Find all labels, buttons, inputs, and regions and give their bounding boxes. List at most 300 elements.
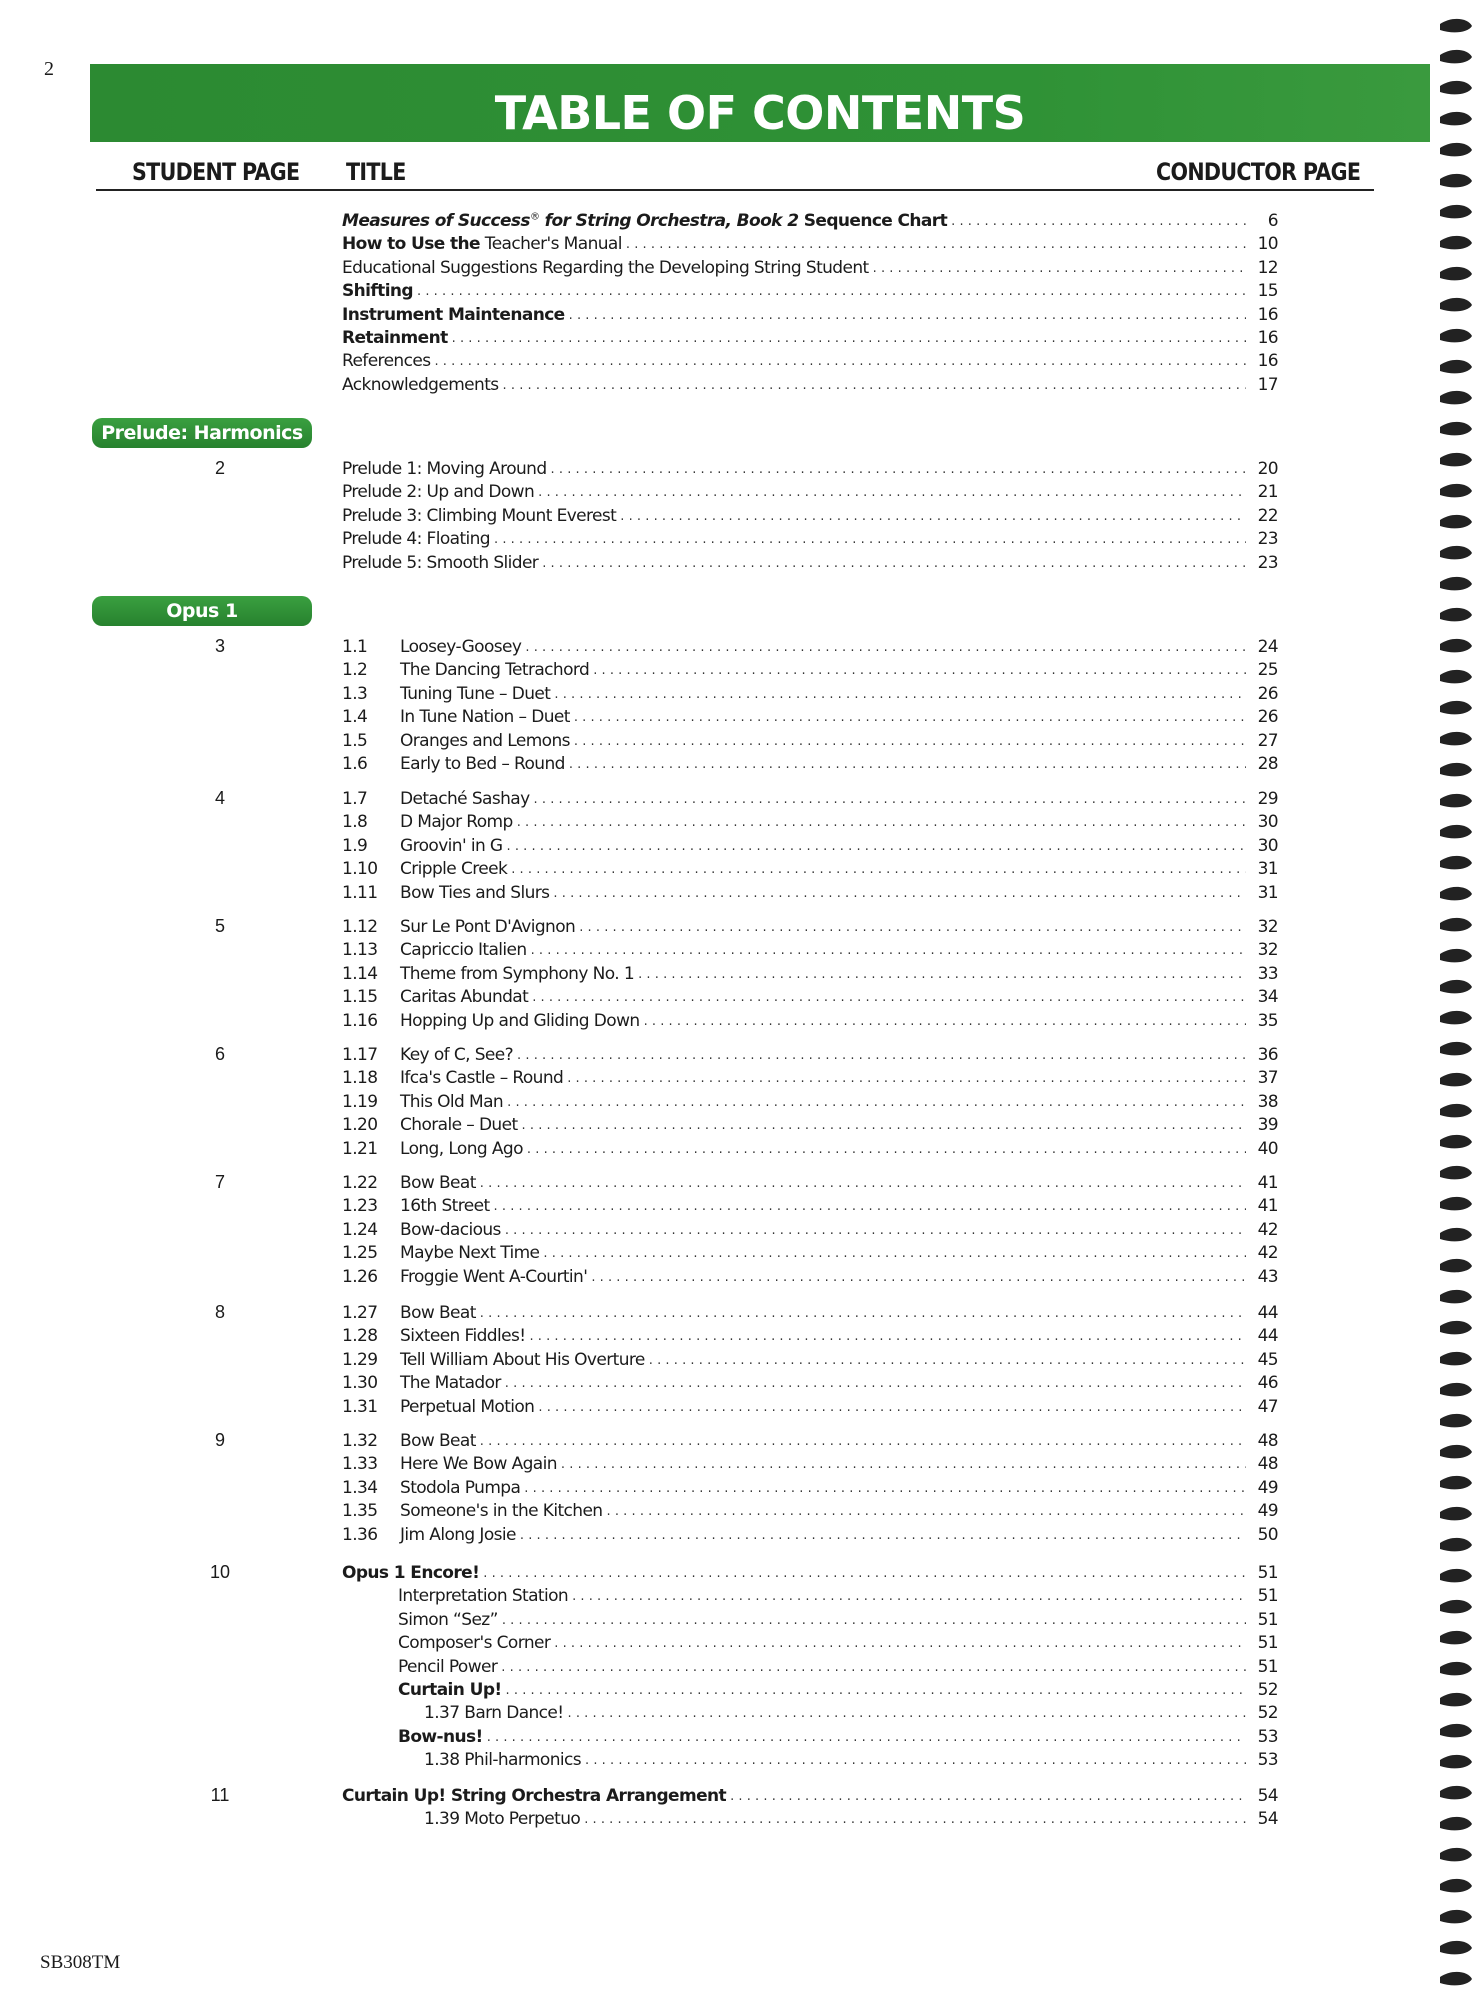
spiral-loop bbox=[1440, 19, 1472, 32]
dot-leader bbox=[507, 840, 1246, 853]
conductor-page-number: 51 bbox=[1257, 1563, 1278, 1583]
toc-entry[interactable] bbox=[342, 255, 1278, 278]
entry-number: 1.11 bbox=[342, 882, 378, 903]
entry-number: 1.2 bbox=[342, 660, 368, 681]
toc-entry[interactable] bbox=[342, 302, 1278, 325]
entry-number: 1.8 bbox=[342, 812, 368, 833]
dot-leader bbox=[638, 968, 1246, 981]
conductor-page-number: 41 bbox=[1257, 1173, 1278, 1193]
spiral-loop bbox=[1440, 422, 1472, 435]
dot-leader bbox=[501, 1661, 1246, 1674]
entry-title-part: References bbox=[342, 351, 431, 372]
conductor-page-number: 36 bbox=[1257, 1045, 1278, 1065]
spiral-loop bbox=[1440, 298, 1472, 311]
dot-leader bbox=[568, 1707, 1246, 1720]
entry-number: 1.26 bbox=[342, 1266, 378, 1287]
entry-title bbox=[342, 281, 413, 301]
spiral-loop bbox=[1440, 81, 1472, 94]
spiral-loop bbox=[1440, 50, 1472, 63]
entry-number: 1.21 bbox=[342, 1138, 378, 1159]
toc-entry[interactable] bbox=[398, 1583, 1278, 1606]
entry-title: Chorale – Duet bbox=[400, 1115, 518, 1136]
spiral-loop bbox=[1440, 918, 1472, 931]
toc-entry[interactable] bbox=[342, 751, 1278, 774]
toc-entry[interactable] bbox=[342, 1112, 1278, 1135]
entry-title: Capriccio Italien bbox=[400, 940, 527, 961]
entry-title-part: Educational Suggestions Regarding the Developing String Student bbox=[342, 257, 869, 278]
entry-number: 1.10 bbox=[342, 859, 378, 880]
entry-number: 1.18 bbox=[342, 1068, 378, 1089]
entry-title bbox=[342, 234, 622, 254]
conductor-page-number: 20 bbox=[1257, 459, 1278, 479]
toc-entry[interactable] bbox=[424, 1700, 1278, 1723]
dot-leader bbox=[434, 355, 1246, 368]
toc-entry[interactable] bbox=[342, 1498, 1278, 1521]
student-page-number: 7 bbox=[214, 1172, 225, 1192]
dot-leader bbox=[554, 688, 1246, 701]
dot-leader bbox=[480, 1307, 1246, 1320]
toc-entry[interactable] bbox=[342, 372, 1278, 395]
entry-number: 1.9 bbox=[342, 835, 368, 856]
page-number: 2 bbox=[44, 58, 54, 80]
toc-entry[interactable] bbox=[342, 634, 1278, 657]
spiral-loop bbox=[1440, 1166, 1472, 1179]
dot-leader bbox=[593, 664, 1246, 677]
toc-entry[interactable] bbox=[424, 1806, 1278, 1829]
student-page-header: STUDENT PAGE bbox=[132, 158, 300, 186]
entry-title: Froggie Went A-Courtin' bbox=[400, 1266, 588, 1287]
conductor-page-number: 51 bbox=[1257, 1586, 1278, 1607]
conductor-page-number: 26 bbox=[1257, 707, 1278, 728]
entry-title: Bow-dacious bbox=[400, 1219, 501, 1240]
entry-number: 1.29 bbox=[342, 1349, 378, 1370]
spiral-loop bbox=[1440, 484, 1472, 497]
entry-title: 1.39 Moto Perpetuo bbox=[424, 1809, 581, 1830]
entry-title: Someone's in the Kitchen bbox=[400, 1501, 603, 1522]
spiral-loop bbox=[1440, 453, 1472, 466]
toc-entry[interactable] bbox=[342, 1522, 1278, 1545]
dot-leader bbox=[506, 1684, 1246, 1697]
conductor-page-number: 49 bbox=[1257, 1477, 1278, 1498]
page-title: TABLE OF CONTENTS bbox=[494, 86, 1026, 140]
entry-number: 1.15 bbox=[342, 987, 378, 1008]
entry-title: The Dancing Tetrachord bbox=[400, 660, 590, 681]
toc-entry[interactable] bbox=[342, 961, 1278, 984]
spiral-loop bbox=[1440, 608, 1472, 621]
conductor-page-number: 10 bbox=[1257, 234, 1278, 255]
conductor-page-number: 45 bbox=[1257, 1349, 1278, 1370]
toc-entry[interactable] bbox=[342, 1300, 1278, 1323]
conductor-page-number: 23 bbox=[1257, 529, 1278, 550]
spiral-loop bbox=[1440, 1972, 1472, 1985]
spiral-loop bbox=[1440, 1073, 1472, 1086]
conductor-page-number: 44 bbox=[1257, 1303, 1278, 1323]
dot-leader bbox=[532, 991, 1246, 1004]
student-page-number: 11 bbox=[210, 1785, 230, 1805]
toc-entry[interactable] bbox=[342, 1347, 1278, 1370]
dot-leader bbox=[538, 486, 1246, 499]
entry-title bbox=[342, 328, 448, 348]
entry-title: Prelude 2: Up and Down bbox=[342, 482, 535, 503]
entry-title: 1.37 Barn Dance! bbox=[424, 1703, 564, 1724]
toc-entry[interactable] bbox=[342, 1783, 1278, 1806]
entry-title: Bow-nus! bbox=[398, 1726, 483, 1747]
entry-title: Cripple Creek bbox=[400, 859, 508, 880]
student-page-number: 4 bbox=[214, 788, 225, 808]
entry-number: 1.13 bbox=[342, 940, 378, 961]
dot-leader bbox=[554, 1637, 1246, 1650]
conductor-page-number: 41 bbox=[1257, 1196, 1278, 1217]
dot-leader bbox=[579, 921, 1246, 934]
toc-entry[interactable] bbox=[342, 728, 1278, 751]
spiral-loop bbox=[1440, 1693, 1472, 1706]
entry-number: 1.19 bbox=[342, 1091, 378, 1112]
conductor-page-number: 42 bbox=[1257, 1219, 1278, 1240]
toc-entry[interactable] bbox=[342, 1193, 1278, 1216]
conductor-page-number: 23 bbox=[1257, 552, 1278, 573]
dot-leader bbox=[873, 262, 1246, 275]
conductor-page-number: 53 bbox=[1257, 1726, 1278, 1747]
entry-title: Perpetual Motion bbox=[400, 1396, 535, 1417]
toc-entry[interactable] bbox=[342, 1065, 1278, 1088]
spiral-loop bbox=[1440, 1724, 1472, 1737]
toc-entry[interactable] bbox=[342, 1370, 1278, 1393]
spiral-loop bbox=[1440, 1259, 1472, 1272]
entry-number: 1.3 bbox=[342, 683, 368, 704]
footer-code: SB308TM bbox=[40, 1952, 121, 1973]
dot-leader bbox=[524, 1482, 1246, 1495]
conductor-page-number: 44 bbox=[1257, 1326, 1278, 1347]
spiral-loop bbox=[1440, 1352, 1472, 1365]
toc-entry[interactable] bbox=[342, 208, 1278, 231]
entry-title: In Tune Nation – Duet bbox=[400, 707, 570, 728]
conductor-page-number: 15 bbox=[1257, 281, 1278, 302]
spiral-loop bbox=[1440, 1600, 1472, 1613]
spiral-loop bbox=[1440, 1445, 1472, 1458]
toc-entry[interactable] bbox=[342, 914, 1278, 937]
conductor-page-number: 50 bbox=[1257, 1524, 1278, 1545]
toc-entry[interactable] bbox=[342, 325, 1278, 348]
spiral-loop bbox=[1440, 1910, 1472, 1923]
entry-title bbox=[342, 375, 499, 395]
toc-entry[interactable] bbox=[342, 657, 1278, 680]
toc-entry[interactable] bbox=[342, 503, 1278, 526]
toc-entry[interactable] bbox=[342, 786, 1278, 809]
spiral-loop bbox=[1440, 825, 1472, 838]
spiral-loop bbox=[1440, 1135, 1472, 1148]
dot-leader bbox=[522, 1119, 1246, 1132]
entry-title: Prelude 4: Floating bbox=[342, 529, 491, 550]
toc-entry[interactable] bbox=[342, 1170, 1278, 1193]
spiral-loop bbox=[1440, 1290, 1472, 1303]
dot-leader bbox=[483, 1567, 1246, 1580]
dot-leader bbox=[542, 557, 1246, 570]
entry-number: 1.1 bbox=[342, 637, 368, 657]
spiral-loop bbox=[1440, 1817, 1472, 1830]
dot-leader bbox=[527, 1143, 1246, 1156]
dot-leader bbox=[551, 463, 1246, 476]
toc-entry[interactable] bbox=[342, 1264, 1278, 1287]
conductor-page-number: 34 bbox=[1257, 987, 1278, 1008]
dot-leader bbox=[525, 641, 1246, 654]
dot-leader bbox=[505, 1224, 1246, 1237]
entry-title-part: Sequence Chart bbox=[798, 211, 948, 231]
conductor-page-number: 25 bbox=[1257, 660, 1278, 681]
entry-number: 1.36 bbox=[342, 1524, 378, 1545]
student-page-number: 8 bbox=[214, 1302, 225, 1322]
spiral-loop bbox=[1440, 1569, 1472, 1582]
entry-title: Key of C, See? bbox=[400, 1045, 514, 1065]
spiral-loop bbox=[1440, 1879, 1472, 1892]
conductor-page-number: 16 bbox=[1257, 304, 1278, 325]
dot-leader bbox=[626, 238, 1246, 251]
dot-leader bbox=[569, 309, 1246, 322]
entry-title bbox=[342, 351, 430, 371]
conductor-page-number: 17 bbox=[1257, 374, 1278, 395]
spiral-loop bbox=[1440, 732, 1472, 745]
spiral-loop bbox=[1440, 112, 1472, 125]
dot-leader bbox=[517, 1049, 1246, 1062]
toc-entry[interactable] bbox=[398, 1630, 1278, 1653]
section-tab[interactable]: Prelude: Harmonics bbox=[92, 418, 312, 448]
entry-title: Bow Ties and Slurs bbox=[400, 882, 550, 903]
toc-entry[interactable] bbox=[342, 984, 1278, 1007]
entry-title bbox=[342, 211, 947, 231]
entry-title: 1.38 Phil-harmonics bbox=[424, 1750, 582, 1771]
dot-leader bbox=[507, 1096, 1246, 1109]
toc-entry[interactable] bbox=[342, 1136, 1278, 1159]
spiral-loop bbox=[1440, 391, 1472, 404]
entry-number: 1.4 bbox=[342, 707, 368, 728]
conductor-page-number: 31 bbox=[1257, 882, 1278, 903]
toc-entry[interactable] bbox=[342, 856, 1278, 879]
entry-number: 1.34 bbox=[342, 1477, 378, 1498]
toc-entry[interactable] bbox=[342, 1008, 1278, 1031]
spiral-loop bbox=[1440, 1414, 1472, 1427]
entry-title: Opus 1 Encore! bbox=[342, 1563, 480, 1583]
entry-title: Early to Bed – Round bbox=[400, 754, 565, 774]
toc-entry[interactable] bbox=[424, 1747, 1278, 1770]
toc-entry[interactable] bbox=[342, 1475, 1278, 1498]
toc-entry[interactable] bbox=[398, 1724, 1278, 1747]
toc-entry[interactable] bbox=[342, 278, 1278, 301]
entry-title bbox=[342, 258, 869, 278]
dot-leader bbox=[529, 1330, 1246, 1343]
entry-title: Ifca's Castle – Round bbox=[400, 1068, 564, 1089]
conductor-page-number: 32 bbox=[1257, 940, 1278, 961]
conductor-page-number: 51 bbox=[1257, 1656, 1278, 1677]
entry-number: 1.22 bbox=[342, 1173, 378, 1193]
conductor-page-number: 52 bbox=[1257, 1703, 1278, 1724]
conductor-page-number: 28 bbox=[1257, 754, 1278, 774]
dot-leader bbox=[644, 1015, 1246, 1028]
spiral-loop bbox=[1440, 1383, 1472, 1396]
conductor-page-number: 27 bbox=[1257, 730, 1278, 751]
spiral-loop bbox=[1440, 174, 1472, 187]
entry-title: Sixteen Fiddles! bbox=[400, 1326, 526, 1347]
dot-leader bbox=[480, 1177, 1246, 1190]
entry-title: Bow Beat bbox=[400, 1303, 476, 1323]
entry-title: Prelude 1: Moving Around bbox=[342, 459, 547, 479]
student-page-number: 6 bbox=[214, 1044, 225, 1064]
student-page-number: 3 bbox=[214, 636, 225, 656]
dot-leader bbox=[543, 1247, 1246, 1260]
dot-leader bbox=[591, 1271, 1246, 1284]
dot-leader bbox=[561, 1458, 1246, 1471]
entry-number: 1.30 bbox=[342, 1373, 378, 1394]
dot-leader bbox=[494, 533, 1246, 546]
dot-leader bbox=[511, 863, 1246, 876]
entry-number: 1.27 bbox=[342, 1303, 378, 1323]
spiral-loop bbox=[1440, 763, 1472, 776]
spiral-loop bbox=[1440, 205, 1472, 218]
entry-title-part: Instrument Maintenance bbox=[342, 304, 565, 325]
entry-title: Prelude 3: Climbing Mount Everest bbox=[342, 505, 617, 526]
entry-number: 1.17 bbox=[342, 1045, 378, 1065]
spiral-loop bbox=[1440, 1662, 1472, 1675]
toc-entry[interactable] bbox=[342, 1560, 1278, 1583]
toc-entry[interactable] bbox=[342, 231, 1278, 254]
conductor-page-number: 52 bbox=[1257, 1680, 1278, 1700]
toc-entry[interactable] bbox=[342, 456, 1278, 479]
spiral-loop bbox=[1440, 949, 1472, 962]
conductor-page-header: CONDUCTOR PAGE bbox=[1156, 158, 1361, 186]
conductor-page-number: 48 bbox=[1257, 1454, 1278, 1475]
conductor-page-number: 53 bbox=[1257, 1750, 1278, 1771]
student-page-number: 5 bbox=[214, 916, 225, 936]
toc-entry[interactable] bbox=[342, 704, 1278, 727]
entry-number: 1.24 bbox=[342, 1219, 378, 1240]
spiral-loop bbox=[1440, 670, 1472, 683]
entry-number: 1.12 bbox=[342, 917, 378, 937]
entry-title-part: ® bbox=[529, 211, 540, 223]
student-page-number: 10 bbox=[209, 1562, 231, 1582]
spiral-loop bbox=[1440, 143, 1472, 156]
toc-entry[interactable] bbox=[342, 1323, 1278, 1346]
entry-title-part: Shifting bbox=[342, 281, 413, 302]
entry-number: 1.14 bbox=[342, 963, 378, 984]
spiral-loop bbox=[1440, 546, 1472, 559]
spiral-loop bbox=[1440, 1011, 1472, 1024]
entry-title: Detaché Sashay bbox=[400, 789, 530, 809]
conductor-page-number: 16 bbox=[1257, 328, 1278, 348]
conductor-page-number: 29 bbox=[1257, 789, 1278, 809]
toc-entry[interactable] bbox=[398, 1677, 1278, 1700]
toc-entry[interactable] bbox=[342, 1042, 1278, 1065]
conductor-page-number: 32 bbox=[1257, 917, 1278, 937]
toc-entry[interactable] bbox=[342, 526, 1278, 549]
conductor-page-number: 38 bbox=[1257, 1091, 1278, 1112]
spiral-loop bbox=[1440, 1538, 1472, 1551]
toc-entry[interactable] bbox=[342, 479, 1278, 502]
header-rule bbox=[96, 189, 1374, 191]
conductor-page-number: 51 bbox=[1257, 1609, 1278, 1630]
spiral-loop bbox=[1440, 980, 1472, 993]
dot-leader bbox=[730, 1790, 1246, 1803]
conductor-page-number: 49 bbox=[1257, 1501, 1278, 1522]
entry-title: Here We Bow Again bbox=[400, 1454, 557, 1475]
dot-leader bbox=[505, 1377, 1246, 1390]
entry-title: Pencil Power bbox=[398, 1656, 498, 1677]
spiral-loop bbox=[1440, 701, 1472, 714]
entry-number: 1.31 bbox=[342, 1396, 378, 1417]
entry-title-part: How to Use the bbox=[342, 234, 480, 255]
dot-leader bbox=[585, 1754, 1246, 1767]
conductor-page-number: 33 bbox=[1257, 963, 1278, 984]
spiral-loop bbox=[1440, 639, 1472, 652]
spiral-loop bbox=[1440, 887, 1472, 900]
dot-leader bbox=[517, 816, 1246, 829]
entry-title: Groovin' in G bbox=[400, 835, 503, 856]
toc-entry[interactable] bbox=[342, 880, 1278, 903]
toc-entry[interactable] bbox=[342, 1451, 1278, 1474]
title-banner bbox=[90, 64, 1430, 142]
entry-title-part: Retainment bbox=[342, 328, 448, 348]
dot-leader bbox=[567, 1072, 1246, 1085]
toc-entry[interactable] bbox=[342, 1394, 1278, 1417]
entry-number: 1.28 bbox=[342, 1326, 378, 1347]
spiral-loop bbox=[1440, 1786, 1472, 1799]
section-tab[interactable]: Opus 1 bbox=[92, 596, 312, 626]
conductor-page-number: 21 bbox=[1257, 482, 1278, 503]
dot-leader bbox=[487, 1731, 1246, 1744]
entry-title: Tuning Tune – Duet bbox=[400, 683, 551, 704]
toc-entry[interactable] bbox=[342, 809, 1278, 832]
toc-entry[interactable] bbox=[342, 1428, 1278, 1451]
toc-entry[interactable] bbox=[342, 1089, 1278, 1112]
spiral-loop bbox=[1440, 1507, 1472, 1520]
spiral-loop bbox=[1440, 1631, 1472, 1644]
dot-leader bbox=[494, 1200, 1246, 1213]
toc-entry[interactable] bbox=[398, 1607, 1278, 1630]
entry-number: 1.6 bbox=[342, 754, 368, 774]
toc-entry[interactable] bbox=[342, 1217, 1278, 1240]
toc-entry[interactable] bbox=[342, 833, 1278, 856]
spiral-loop bbox=[1440, 267, 1472, 280]
toc-entry[interactable] bbox=[342, 1240, 1278, 1263]
title-header: TITLE bbox=[346, 158, 406, 186]
toc-entry[interactable] bbox=[342, 550, 1278, 573]
dot-leader bbox=[553, 887, 1246, 900]
entry-title: Jim Along Josie bbox=[400, 1524, 516, 1545]
spiral-loop bbox=[1440, 1848, 1472, 1861]
entry-number: 1.20 bbox=[342, 1115, 378, 1136]
toc-entry[interactable] bbox=[342, 937, 1278, 960]
dot-leader bbox=[951, 215, 1246, 228]
entry-title: Long, Long Ago bbox=[400, 1138, 523, 1159]
spiral-loop bbox=[1440, 1321, 1472, 1334]
conductor-page-number: 48 bbox=[1257, 1431, 1278, 1451]
spiral-loop bbox=[1440, 1476, 1472, 1489]
toc-entry[interactable] bbox=[342, 348, 1278, 371]
entry-number: 1.33 bbox=[342, 1454, 378, 1475]
entry-number: 1.7 bbox=[342, 789, 368, 809]
entry-title: Curtain Up! bbox=[398, 1680, 502, 1700]
conductor-page-number: 30 bbox=[1257, 812, 1278, 833]
entry-title: Bow Beat bbox=[400, 1173, 476, 1193]
entry-title: Sur Le Pont D'Avignon bbox=[400, 917, 576, 937]
toc-entry[interactable] bbox=[342, 681, 1278, 704]
entry-title: Caritas Abundat bbox=[400, 987, 529, 1008]
entry-title: Prelude 5: Smooth Slider bbox=[342, 552, 539, 573]
dot-leader bbox=[606, 1505, 1246, 1518]
conductor-page-number: 16 bbox=[1257, 351, 1278, 372]
entry-title bbox=[342, 305, 565, 325]
toc-entry[interactable] bbox=[398, 1654, 1278, 1677]
dot-leader bbox=[649, 1354, 1246, 1367]
spiral-loop bbox=[1440, 1228, 1472, 1241]
conductor-page-number: 43 bbox=[1257, 1266, 1278, 1287]
